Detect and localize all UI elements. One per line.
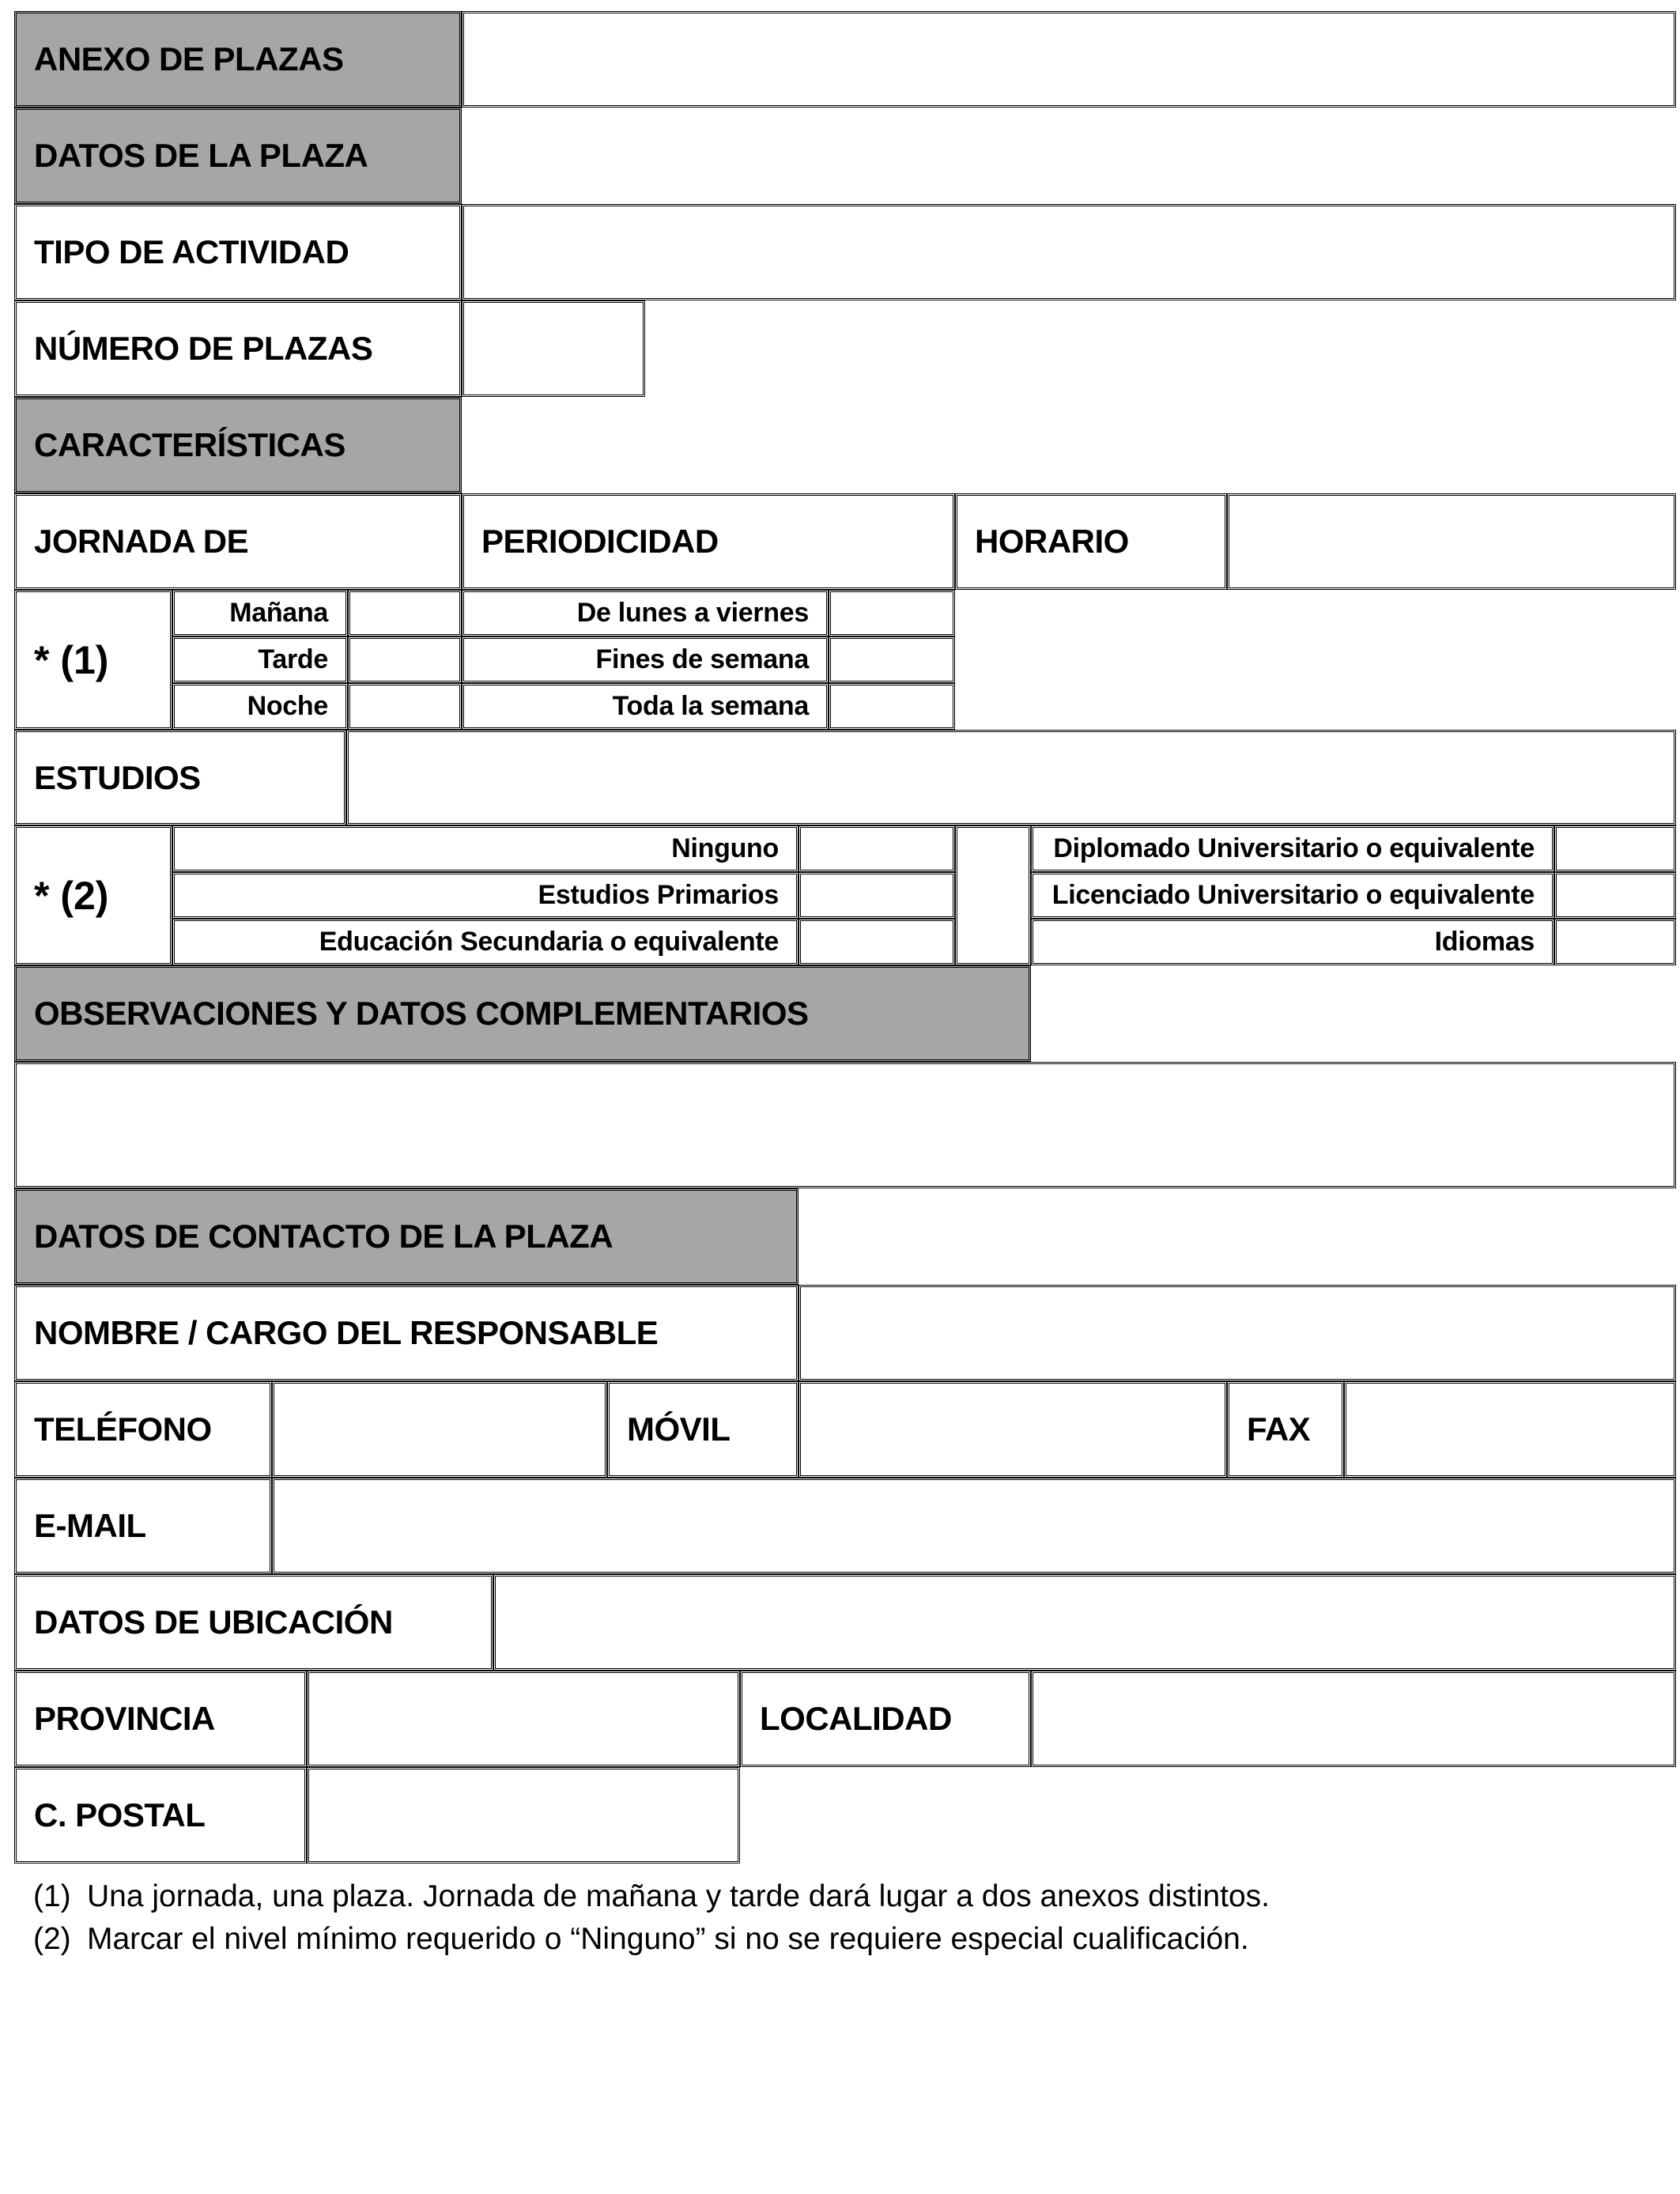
email-label <box>14 1478 272 1574</box>
estudio-option-label <box>1031 872 1554 919</box>
estudio-licenciado-text: Licenciado Universitario o equivalente <box>1051 880 1535 910</box>
telefono-label <box>14 1381 272 1478</box>
estudio-option-label <box>172 872 798 919</box>
section-title-datos-plaza <box>14 108 462 204</box>
section-title-observaciones-text: OBSERVACIONES Y DATOS COMPLEMENTARIOS <box>34 995 809 1032</box>
footnote-2-text: Marcar el nivel mínimo requerido o “Ninguno” si no se requiere especial cualificación. <box>87 1922 1249 1956</box>
provincia-field[interactable] <box>307 1671 740 1767</box>
jornada-option-label <box>172 636 348 683</box>
section-title-caracteristicas-text: CARACTERÍSTICAS <box>34 426 345 463</box>
responsable-text: NOMBRE / CARGO DEL RESPONSABLE <box>34 1314 659 1351</box>
ref-2-text: * (2) <box>34 873 109 918</box>
tipo-actividad-label <box>14 204 462 300</box>
fax-label <box>1227 1381 1344 1478</box>
periodo-lunes-viernes-text: De lunes a viernes <box>576 598 809 628</box>
telefono-field[interactable] <box>272 1381 607 1478</box>
jornada-tarde-checkbox[interactable] <box>348 636 462 683</box>
estudio-secundaria-text: Educación Secundaria o equivalente <box>319 927 779 957</box>
tipo-actividad-field[interactable] <box>462 204 1676 300</box>
periodo-fines-semana-checkbox[interactable] <box>829 636 955 683</box>
footnote-1 <box>33 1875 1270 1918</box>
estudio-primarios-checkbox[interactable] <box>798 872 955 919</box>
jornada-option-label <box>172 683 348 730</box>
jornada-noche-checkbox[interactable] <box>348 683 462 730</box>
ref-2-marker <box>14 825 172 965</box>
observaciones-blank <box>1031 965 1676 1062</box>
footnote-1-number: (1) <box>33 1879 71 1913</box>
observaciones-textarea[interactable] <box>14 1062 1676 1188</box>
jornada-de-label <box>14 493 462 590</box>
responsable-field[interactable] <box>798 1285 1676 1381</box>
ubicacion-label <box>14 1574 493 1671</box>
email-field[interactable] <box>272 1478 1676 1574</box>
cpostal-text: C. POSTAL <box>34 1796 206 1833</box>
localidad-field[interactable] <box>1031 1671 1676 1767</box>
numero-plazas-label <box>14 300 462 397</box>
fax-text: FAX <box>1247 1410 1311 1448</box>
estudio-option-label <box>172 919 798 965</box>
numero-plazas-text: NÚMERO DE PLAZAS <box>34 330 373 367</box>
section-title-observaciones <box>14 965 1031 1062</box>
numero-plazas-field[interactable] <box>462 300 645 397</box>
tipo-actividad-text: TIPO DE ACTIVIDAD <box>34 233 349 270</box>
footnotes <box>33 1875 1270 1961</box>
footnote-1-text: Una jornada, una plaza. Jornada de mañana y tarde dará lugar a dos anexos distintos. <box>87 1879 1270 1913</box>
estudio-idiomas-text: Idiomas <box>1434 927 1535 957</box>
jornada-manana-checkbox[interactable] <box>348 590 462 636</box>
jornada-tarde-text: Tarde <box>258 644 328 674</box>
jornada-de-text: JORNADA DE <box>34 523 249 560</box>
anexo-field[interactable] <box>462 11 1676 108</box>
footnote-2-number: (2) <box>33 1922 71 1956</box>
estudio-licenciado-checkbox[interactable] <box>1554 872 1676 919</box>
cpostal-label <box>14 1767 307 1864</box>
section-title-datos-plaza-text: DATOS DE LA PLAZA <box>34 137 368 174</box>
periodo-option-label <box>462 590 829 636</box>
section-title-caracteristicas <box>14 397 462 493</box>
email-text: E-MAIL <box>34 1507 146 1544</box>
periodo-option-label <box>462 636 829 683</box>
movil-text: MÓVIL <box>627 1410 731 1448</box>
periodicidad-label <box>462 493 955 590</box>
periodo-option-label <box>462 683 829 730</box>
cpostal-field[interactable] <box>307 1767 740 1864</box>
horario-text: HORARIO <box>975 523 1129 560</box>
estudio-diplomado-checkbox[interactable] <box>1554 825 1676 872</box>
estudios-text: ESTUDIOS <box>34 758 201 796</box>
periodo-toda-semana-text: Toda la semana <box>612 691 809 721</box>
section-title-anexo-text: ANEXO DE PLAZAS <box>34 40 344 77</box>
movil-label <box>607 1381 798 1478</box>
estudio-option-label <box>172 825 798 872</box>
footnote-2 <box>33 1918 1270 1961</box>
ref-1-marker <box>14 590 172 730</box>
jornada-option-label <box>172 590 348 636</box>
estudio-option-label <box>1031 919 1554 965</box>
section-title-contacto <box>14 1188 798 1285</box>
fax-field[interactable] <box>1344 1381 1676 1478</box>
ubicacion-field[interactable] <box>493 1574 1676 1671</box>
estudios-field[interactable] <box>346 730 1676 825</box>
localidad-label <box>740 1671 1031 1767</box>
datos-plaza-blank <box>462 108 1676 204</box>
jornada-manana-text: Mañana <box>229 598 328 628</box>
estudios-label <box>14 730 346 825</box>
estudio-idiomas-checkbox[interactable] <box>1554 919 1676 965</box>
provincia-label <box>14 1671 307 1767</box>
estudio-ninguno-checkbox[interactable] <box>798 825 955 872</box>
estudio-diplomado-text: Diplomado Universitario o equivalente <box>1053 833 1535 863</box>
periodo-lunes-viernes-checkbox[interactable] <box>829 590 955 636</box>
periodicidad-text: PERIODICIDAD <box>481 523 719 560</box>
jornada-noche-text: Noche <box>247 691 328 721</box>
estudio-option-label <box>1031 825 1554 872</box>
horario-field[interactable] <box>1227 493 1676 590</box>
section-title-anexo <box>14 11 462 108</box>
movil-field[interactable] <box>798 1381 1227 1478</box>
periodo-fines-semana-text: Fines de semana <box>595 644 809 674</box>
localidad-text: LOCALIDAD <box>760 1700 952 1737</box>
ref-1-text: * (1) <box>34 637 109 682</box>
responsable-label <box>14 1285 798 1381</box>
estudio-primarios-text: Estudios Primarios <box>538 880 779 910</box>
estudios-spacer <box>955 825 1031 965</box>
ubicacion-text: DATOS DE UBICACIÓN <box>34 1603 393 1641</box>
provincia-text: PROVINCIA <box>34 1700 215 1737</box>
telefono-text: TELÉFONO <box>34 1410 212 1448</box>
section-title-contacto-text: DATOS DE CONTACTO DE LA PLAZA <box>34 1218 613 1255</box>
horario-label <box>955 493 1227 590</box>
estudio-ninguno-text: Ninguno <box>671 833 779 863</box>
periodo-toda-semana-checkbox[interactable] <box>829 683 955 730</box>
estudio-secundaria-checkbox[interactable] <box>798 919 955 965</box>
